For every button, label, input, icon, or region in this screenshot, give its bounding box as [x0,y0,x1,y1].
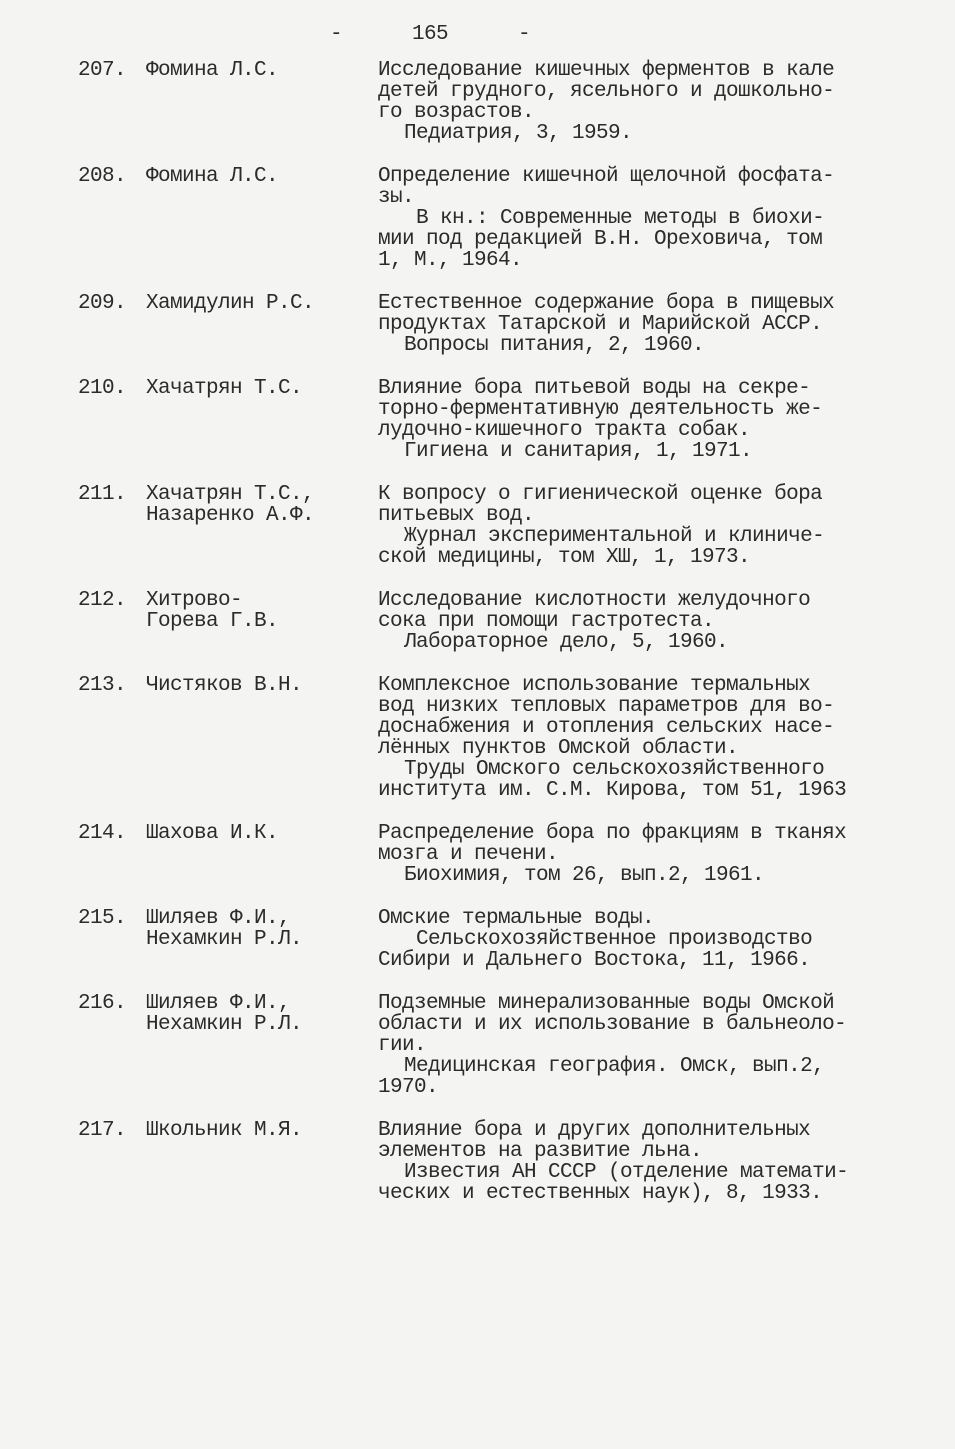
author-line: Хачатрян Т.С., [146,483,315,506]
entry-source-line: Труды Омского сельскохозяйственного [404,758,825,781]
entry-title-line: Влияние бора питьевой воды на секре- [378,377,811,400]
entry-source-line: мии под редакцией В.Н. Ореховича, том [378,228,823,251]
entry-source-line: ческих и естественных наук), 8, 1933. [378,1182,823,1205]
entry-source-line: Гигиена и санитария, 1, 1971. [404,440,753,463]
entry-authors [146,908,378,950]
author-line: Хачатрян Т.С. [146,377,303,400]
entry-title-line: Исследование кислотности желудочного [378,589,811,612]
entry-title-line: Подземные минерализованные воды Омской [378,992,835,1015]
entry-authors [146,484,378,526]
entry-title-line: детей грудного, ясельного и дошкольно- [378,80,835,103]
entry-title-line: зы. [378,186,415,209]
bibliography-entry [78,484,888,568]
entry-body [378,675,888,801]
entry-source-line: Сибири и Дальнего Востока, 11, 1966. [378,949,811,972]
entry-number: 208. [78,165,127,188]
entry-source-line: В кн.: Современные методы в биохи- [416,207,825,230]
bibliography-entry [78,293,888,356]
entry-authors [146,823,378,844]
entry-body [378,484,888,568]
entry-body [378,166,888,271]
entry-source-line: Вопросы питания, 2, 1960. [404,334,705,357]
entry-source-line: 1970. [378,1076,439,1099]
entry-title-line: мозга и печени. [378,843,559,866]
author-line: Фомина Л.С. [146,165,279,188]
entry-number: 211. [78,483,127,506]
entry-authors [146,675,378,696]
entry-authors [146,166,378,187]
author-line: Горева Г.В. [146,610,279,633]
bibliography-entry [78,60,888,144]
author-line: Шиляев Ф.И., [146,907,291,930]
entry-title-line: Распределение бора по фракциям в тканях [378,822,847,845]
entry-source-line: института им. С.М. Кирова, том 51, 1963 [378,779,847,802]
header-dash-left: - [330,23,343,46]
entry-title-line: питьевых вод. [378,504,535,527]
entry-authors [146,993,378,1035]
entry-source-line: Педиатрия, 3, 1959. [404,122,633,145]
entry-number: 217. [78,1119,127,1142]
entry-title-line: Исследование кишечных ферментов в кале [378,59,835,82]
entry-title-line: Влияние бора и других дополнительных [378,1119,811,1142]
entry-number: 207. [78,59,127,82]
entry-number: 215. [78,907,127,930]
entry-body [378,1120,888,1204]
entry-authors [146,1120,378,1141]
author-line: Шиляев Ф.И., [146,992,291,1015]
entry-source-line: 1, М., 1964. [378,249,523,272]
author-line: Фомина Л.С. [146,59,279,82]
entry-title-line: торно-ферментативную деятельность же- [378,398,823,421]
author-line: Чистяков В.Н. [146,674,303,697]
entry-source-line: Биохимия, том 26, вып.2, 1961. [404,864,765,887]
entry-source-line: ской медицины, том ХШ, 1, 1973. [378,546,751,569]
entry-source-line: Известия АН СССР (отделение математи- [404,1161,849,1184]
entry-number: 213. [78,674,127,697]
entry-body [378,993,888,1098]
entry-authors [146,293,378,314]
entry-title-line: лённых пунктов Омской области. [378,737,739,760]
entry-title-line: сока при помощи гастротеста. [378,610,715,633]
entry-title-line: гии. [378,1034,427,1057]
author-line: Назаренко А.Ф. [146,504,315,527]
entry-title-line: элементов на развитие льна. [378,1140,703,1163]
entry-number: 216. [78,992,127,1015]
entry-number: 210. [78,377,127,400]
entry-body [378,590,888,653]
author-line: Хамидулин Р.С. [146,292,315,315]
entry-title-line: Омские термальные воды. [378,907,655,930]
entry-title-line: Естественное содержание бора в пищевых [378,292,835,315]
bibliography-entry [78,1120,888,1204]
entry-body [378,823,888,886]
entry-source-line: Медицинская география. Омск, вып.2, [404,1055,825,1078]
bibliography-entry [78,378,888,462]
page-number: 165 [411,23,448,46]
entry-source-line: Журнал экспериментальной и клиниче- [404,525,825,548]
author-line: Школьник М.Я. [146,1119,303,1142]
author-line: Хитрово- [146,589,243,612]
entry-number: 209. [78,292,127,315]
entry-authors [146,60,378,81]
entry-number: 212. [78,589,127,612]
entry-title-line: го возрастов. [378,101,535,124]
entry-title-line: лудочно-кишечного тракта собак. [378,419,751,442]
entry-authors [146,378,378,399]
entry-body [378,60,888,144]
bibliography-entry [78,993,888,1098]
entry-title-line: К вопросу о гигиенической оценке бора [378,483,823,506]
entry-title-line: Определение кишечной щелочной фосфата- [378,165,835,188]
author-line: Нехамкин Р.Л. [146,928,303,951]
author-line: Шахова И.К. [146,822,279,845]
entry-source-line: Сельскохозяйственное производство [416,928,813,951]
bibliography-entry [78,823,888,886]
bibliography-entry [78,675,888,801]
entry-body [378,908,888,971]
entry-authors [146,590,378,632]
page-header [330,24,530,45]
header-dash-right: - [517,23,530,46]
author-line: Нехамкин Р.Л. [146,1013,303,1036]
bibliography-list [78,60,888,1204]
entry-title-line: доснабжения и отопления сельских насе- [378,716,835,739]
entry-title-line: вод низких тепловых параметров для во- [378,695,835,718]
bibliography-entry [78,908,888,971]
entry-source-line: Лабораторное дело, 5, 1960. [404,631,729,654]
entry-body [378,378,888,462]
entry-number: 214. [78,822,127,845]
bibliography-entry [78,590,888,653]
entry-title-line: Комплексное использование термальных [378,674,811,697]
entry-title-line: области и их использование в бальнеоло- [378,1013,847,1036]
entry-title-line: продуктах Татарской и Марийской АССР. [378,313,823,336]
entry-body [378,293,888,356]
bibliography-entry [78,166,888,271]
